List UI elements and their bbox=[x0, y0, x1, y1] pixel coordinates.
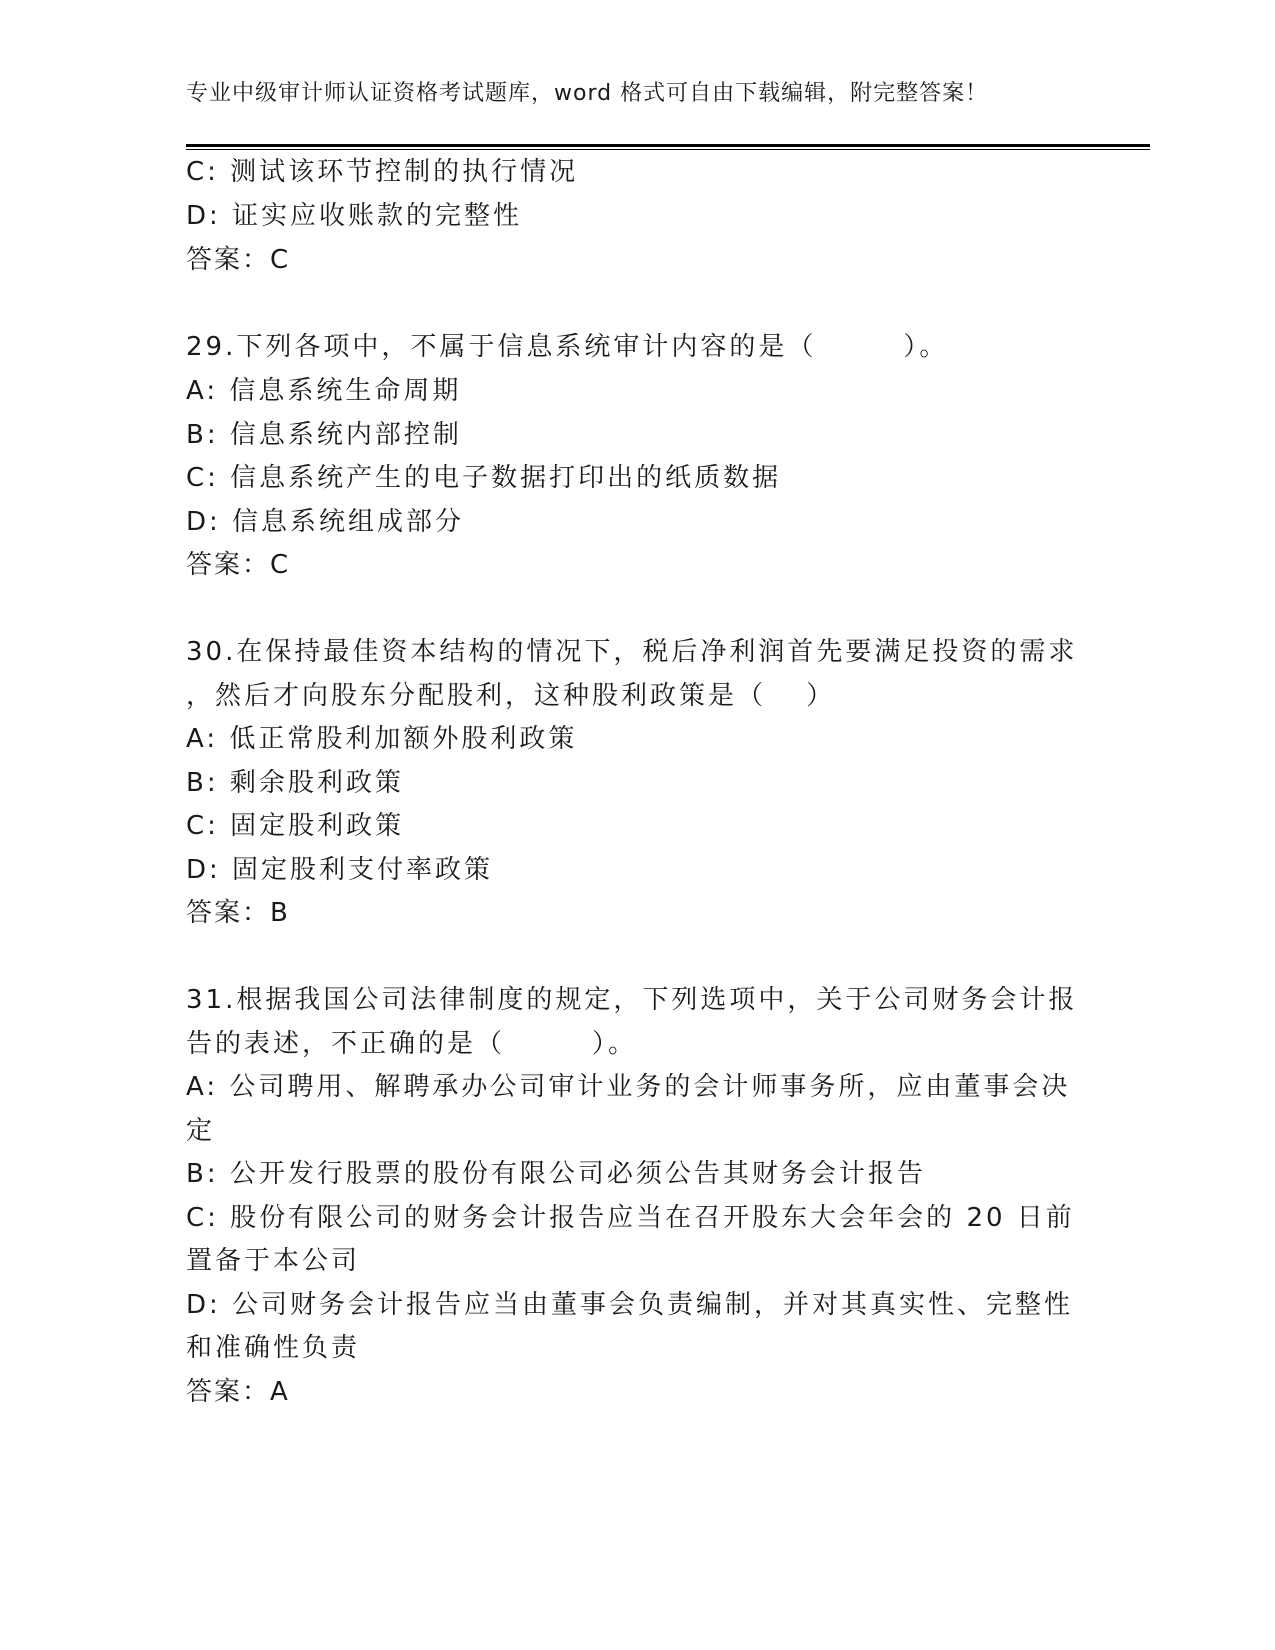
q31-stem-line1: 31.根据我国公司法律制度的规定，下列选项中，关于公司财务会计报 bbox=[186, 985, 1078, 1015]
q29-option-d: D: 信息系统组成部分 bbox=[186, 507, 465, 537]
header-rule-thin bbox=[186, 149, 1150, 150]
q30-option-a: A: 低正常股利加额外股利政策 bbox=[186, 724, 578, 754]
q30-stem-line1: 30.在保持最佳资本结构的情况下，税后净利润首先要满足投资的需求 bbox=[186, 637, 1078, 667]
page-header: 专业中级审计师认证资格考试题库，word 格式可自由下载编辑，附完整答案！ bbox=[186, 81, 989, 106]
q30-option-c: C: 固定股利政策 bbox=[186, 811, 405, 841]
q30-option-b: B: 剩余股利政策 bbox=[186, 768, 404, 798]
q28-option-c: C: 测试该环节控制的执行情况 bbox=[186, 157, 579, 187]
q31-stem-line2: 告的表述，不正确的是（ ）。 bbox=[186, 1029, 638, 1059]
q31-option-c-line1: C: 股份有限公司的财务会计报告应当在召开股东大会年会的 20 日前 bbox=[186, 1203, 1075, 1233]
q30-option-d: D: 固定股利支付率政策 bbox=[186, 855, 494, 885]
q31-option-d-line2: 和准确性负责 bbox=[186, 1333, 361, 1363]
q31-option-d-line1: D: 公司财务会计报告应当由董事会负责编制，并对其真实性、完整性 bbox=[186, 1290, 1074, 1320]
q28-answer: 答案：C bbox=[186, 245, 291, 275]
q31-option-b: B: 公开发行股票的股份有限公司必须公告其财务会计报告 bbox=[186, 1159, 926, 1189]
q30-stem-line2: ，然后才向股东分配股利，这种股利政策是（ ） bbox=[186, 681, 836, 711]
q29-stem: 29.下列各项中，不属于信息系统审计内容的是（ ）。 bbox=[186, 332, 949, 362]
q29-answer: 答案：C bbox=[186, 550, 291, 580]
q29-option-c: C: 信息系统产生的电子数据打印出的纸质数据 bbox=[186, 463, 782, 493]
q31-answer: 答案：A bbox=[186, 1377, 290, 1407]
q29-option-a: A: 信息系统生命周期 bbox=[186, 376, 462, 406]
header-rule-thick bbox=[186, 144, 1150, 147]
q30-answer: 答案：B bbox=[186, 898, 290, 928]
q31-option-a-line1: A: 公司聘用、解聘承办公司审计业务的会计师事务所，应由董事会决 bbox=[186, 1072, 1071, 1102]
q29-option-b: B: 信息系统内部控制 bbox=[186, 420, 462, 450]
q31-option-a-line2: 定 bbox=[186, 1116, 216, 1146]
q28-option-d: D: 证实应收账款的完整性 bbox=[186, 201, 523, 231]
q31-option-c-line2: 置备于本公司 bbox=[186, 1246, 361, 1276]
